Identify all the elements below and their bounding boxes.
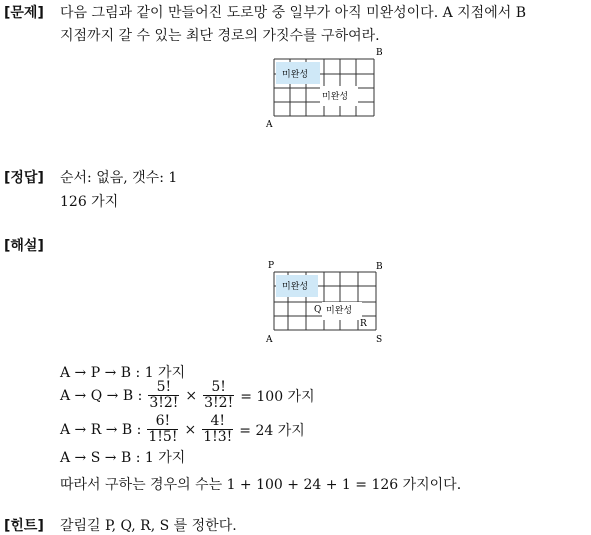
times-sign: ×: [185, 387, 198, 404]
fraction-numerator: 4!: [202, 414, 233, 430]
route-r-fraction-1: [147, 414, 178, 445]
hint-text: 갈림길 P, Q, R, S 를 정한다.: [60, 518, 237, 534]
route-via-p: A → P → B : 1 가지: [60, 365, 186, 381]
point-a-label: A: [266, 335, 273, 345]
fraction-denominator: 3!2!: [149, 395, 179, 411]
route-via-s: A → S → B : 1 가지: [60, 450, 186, 466]
point-b-label: B: [376, 262, 383, 272]
times-sign: ×: [184, 421, 197, 438]
fraction-numerator: 6!: [147, 414, 178, 430]
answer-label: [정답]: [4, 170, 44, 186]
route-q-result: = 100 가지: [240, 388, 315, 405]
fraction-denominator: 3!2!: [204, 395, 234, 411]
hint-label: [힌트]: [4, 518, 44, 534]
answer-line1: 순서: 없음, 갯수: 1: [60, 170, 178, 186]
unfinished-label-2: 미완성: [326, 306, 353, 316]
route-q-fraction-1: [148, 380, 179, 411]
point-a-label: A: [266, 120, 273, 130]
problem-road-grid-figure: [260, 44, 388, 132]
point-r-label: R: [360, 319, 367, 329]
answer-line2: 126 가지: [60, 194, 119, 210]
conclusion-text: 따라서 구하는 경우의 수는 1 + 100 + 24 + 1 = 126 가지이다.: [60, 477, 462, 493]
problem-text-line1: 다음 그림과 같이 만들어진 도로망 중 일부가 아직 미완성이다. A 지점에서 B: [60, 5, 526, 21]
problem-text-line2: 지점까지 갈 수 있는 최단 경로의 가짓수를 구하여라.: [60, 28, 380, 44]
route-r-fraction-2: [202, 414, 233, 445]
point-b-label: B: [376, 48, 383, 58]
route-q-prefix: A → Q → B :: [60, 387, 143, 404]
explanation-road-grid-figure: [262, 258, 390, 348]
problem-label: [문제]: [4, 5, 44, 21]
unfinished-label-1: 미완성: [282, 70, 309, 80]
route-r-prefix: A → R → B :: [60, 421, 142, 438]
point-s-label: S: [376, 335, 383, 345]
unfinished-label-1: 미완성: [282, 282, 309, 292]
unfinished-label-2: 미완성: [322, 92, 349, 102]
route-r-result: = 24 가지: [239, 422, 305, 439]
route-via-q: [60, 380, 315, 411]
route-via-r: [60, 414, 305, 445]
route-q-fraction-2: [203, 380, 234, 411]
explanation-label: [해설]: [4, 238, 44, 254]
point-q-label: Q: [314, 305, 322, 315]
fraction-numerator: 5!: [148, 380, 179, 396]
fraction-numerator: 5!: [203, 380, 234, 396]
fraction-denominator: 1!3!: [203, 429, 233, 445]
point-p-label: P: [268, 261, 275, 271]
fraction-denominator: 1!5!: [148, 429, 178, 445]
